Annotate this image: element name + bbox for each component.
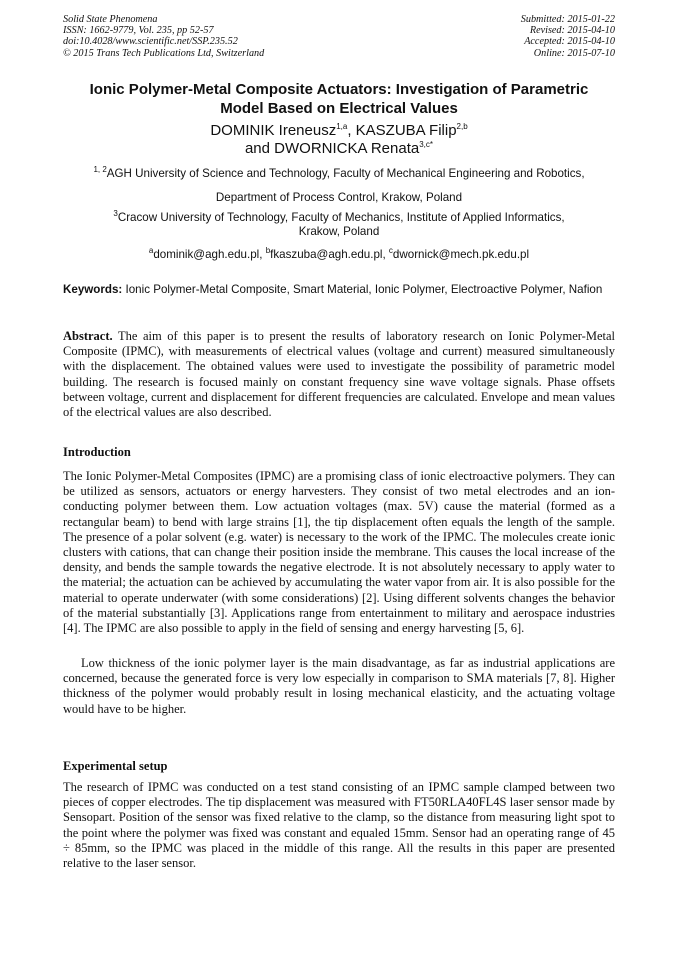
email-b-sup: b <box>265 246 271 256</box>
journal-copyright: © 2015 Trans Tech Publications Ltd, Switzerland <box>63 47 265 59</box>
abstract <box>63 329 615 420</box>
author-2-name: KASZUBA Filip <box>355 122 457 139</box>
author-separator: , <box>347 122 356 139</box>
email-a: dominik@agh.edu.pl, <box>153 248 266 261</box>
title-line-2: Model Based on Electrical Values <box>220 100 458 117</box>
author-3-sup: 3,c* <box>419 140 434 149</box>
experimental-heading: Experimental setup <box>63 759 168 773</box>
affiliation-3-line <box>63 211 615 225</box>
keywords-text: Ionic Polymer-Metal Composite, Smart Material, Ionic Polymer, Electroactive Polymer, Nafion <box>122 283 603 296</box>
affiliation-3-text: Cracow University of Technology, Faculty of Mechanics, Institute of Applied Informatics, <box>117 211 565 224</box>
author-list <box>63 122 615 158</box>
introduction-paragraph-2: Low thickness of the ionic polymer layer is the main disadvantage, as far as industrial applications are concerned, because the generated force is very low especially in comparison to SMA materials [7, 8]. Higher thickness of the polymer would probably result in losing mechanical elasticity, and the actuating voltage would have to be higher. <box>63 656 615 716</box>
email-b: fkaszuba@agh.edu.pl, <box>270 248 389 261</box>
journal-doi: doi:10.4028/www.scientific.net/SSP.235.52 <box>63 36 238 48</box>
journal-issn: ISSN: 1662-9779, Vol. 235, pp 52-57 <box>63 25 214 37</box>
abstract-label: Abstract. <box>63 329 113 343</box>
affiliation-3 <box>63 211 615 239</box>
author-and: and <box>244 140 275 157</box>
authors-line-1 <box>63 122 615 140</box>
journal-name: Solid State Phenomena <box>63 14 158 25</box>
date-submitted: Submitted: 2015-01-22 <box>520 14 615 25</box>
keywords-label: Keywords: <box>63 283 123 296</box>
keywords <box>63 282 615 297</box>
journal-info <box>63 14 363 59</box>
date-accepted: Accepted: 2015-04-10 <box>524 36 615 48</box>
affiliation-3-sup: 3 <box>113 209 118 219</box>
date-online: Online: 2015-07-10 <box>533 47 615 59</box>
email-c: dwornick@mech.pk.edu.pl <box>392 248 530 261</box>
author-emails <box>63 248 615 262</box>
affiliation-1-sup: 1, 2 <box>93 165 107 175</box>
author-2-sup: 2,b <box>456 122 468 131</box>
affiliation-1-text: AGH University of Science and Technology, Faculty of Mechanical Engineering and Robotics, <box>106 167 585 180</box>
affiliation-1-continued: Department of Process Control, Krakow, Poland <box>215 191 463 204</box>
affiliation-3-continued: Krakow, Poland <box>298 225 380 238</box>
author-1-sup: 1,a <box>336 122 348 131</box>
author-1-name: DOMINIK Ireneusz <box>210 122 337 139</box>
paper-title <box>63 80 615 118</box>
authors-line-2 <box>63 140 615 158</box>
publication-dates <box>365 14 615 59</box>
email-a-sup: a <box>148 246 154 256</box>
title-line-1: Ionic Polymer-Metal Composite Actuators: Investigation of Parametric <box>89 81 589 98</box>
date-revised: Revised: 2015-04-10 <box>529 25 615 37</box>
affiliation-1 <box>63 167 615 181</box>
email-c-sup: c <box>388 246 393 256</box>
introduction-paragraph-1: The Ionic Polymer-Metal Composites (IPMC) are a promising class of ionic electroactive polymers. They can be utilized as sensors, actuators or energy harvesters. They consist of two metal electrodes and an ion-conducting polymer between them. Low actuation voltages (max. 5V) cause the material (formed as a rectangular beam) to bend with large strains [1], the tip displacement often equals the length of the sample. The presence of a polar solvent (e.g. water) is necessary to the work of the IPMC. The molecules create ionic clusters with cations, that can change their position inside the membrane. This causes the local increase of the density, and bends the sample towards the negative electrode. It is not absolutely necessary to apply water to the material; the actuation can be achieved by accumulating the water vapor from air. It is also possible for the material to operate underwater (with some considerations) [2]. Using different solvents changes the behavior of the material substantially [3]. Applications range from entertainment to military and aerospace industries [4]. The IPMC are also possible to apply in the field of sensing and energy harvesting [5, 6]. <box>63 469 615 636</box>
abstract-text: The aim of this paper is to present the results of laboratory research on Ionic Polymer-Metal Composite (IPMC), with measurements of electrical values (voltage and current) measured simultaneously with the displacement. The obtained values were used to investigate the possibility of parametric model building. The research is focused mainly on constant frequency sine wave voltage signals. Phase offsets between voltage, current and displacement for different frequencies are calculated. Envelope and mean values of the electrical values are also described. <box>63 329 615 420</box>
author-3-name: DWORNICKA Renata <box>274 140 420 157</box>
experimental-paragraph-1: The research of IPMC was conducted on a test stand consisting of an IPMC sample clamped between two pieces of copper electrodes. The tip displacement was measured with FT50RLA40FL4S laser sensor made by Sensopart. Position of the sensor was fixed relative to the clamp, so the distance from measuring light spot to the point where the polymer was fixed was constant and equaled 15mm. Sensor had an operating range of 45 ÷ 85mm, so the IPMC was placed in the middle of this range. All the results in this paper are presented relative to the laser sensor. <box>63 780 615 871</box>
introduction-heading: Introduction <box>63 445 131 459</box>
